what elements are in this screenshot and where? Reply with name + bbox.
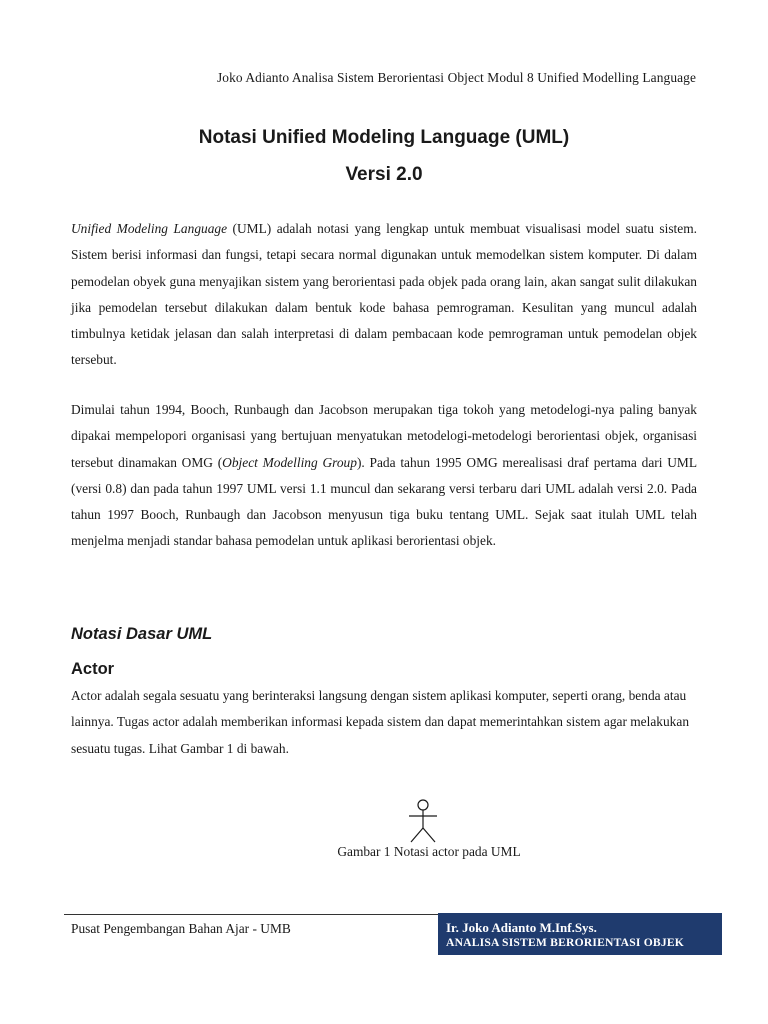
section-heading: Notasi Dasar UML [71,625,213,643]
uml-term: Unified Modeling Language [71,221,228,236]
history-text-part2: ). Pada tahun 1995 OMG merealisasi draf pertama dari UML (versi 0.8) dan pada tahun 1997 UML versi 1.1 muncul dan sekarang versi terbaru dari UML adalah versi 2.0. Pada tahun 1997 Booch, Runbaugh dan Jacobson menyusun tiga buku tentang UML. Sejak saat itulah UML telah menjelma menjadi standar bahasa pemodelan untuk aplikasi berorientasi objek. [71,454,698,549]
history-paragraph [71,397,697,555]
figure-caption: Gambar 1 Notasi actor pada UML [337,844,521,859]
footer-course-name: ANALISA SISTEM BERORIENTASI OBJEK [446,936,685,949]
subsection-heading-actor: Actor [71,660,115,678]
footer-author-box [438,913,722,955]
intro-paragraph-text: (UML) adalah notasi yang lengkap untuk membuat visualisasi model suatu sistem. Sistem berisi informasi dan fungsi, tetapi secara normal digunakan untuk memodelkan sistem komputer. Di dalam pemodelan obyek guna menyajikan sistem yang berorientasi pada objek pada orang lain, akan sangat sulit dilakukan jika pemodelan tersebut dilakukan dalam bentuk kode bahasa pemrograman. Kesulitan yang muncul adalah timbulnya ketidak jelasan dan salah interpretasi di dalam pembacaan kode pemrograman untuk pemodelan objek tersebut. [71,221,697,368]
history-text-part1: Dimulai tahun 1994, Booch, Runbaugh dan Jacobson merupakan tiga tokoh yang metodelogi-nya paling banyak dipakai mempelopori organisasi yang bertujuan menyatukan metodelogi-metodelogi berorientasi objek, organisasi tersebut dinamakan OMG ( [71,402,697,470]
document-title: Notasi Unified Modeling Language (UML) [198,127,570,148]
omg-term: Object Modelling Group [222,454,357,470]
footer-rule [64,914,438,915]
footer-left-text: Pusat Pengembangan Bahan Ajar - UMB [71,921,291,936]
actor-paragraph: Actor adalah segala sesuatu yang berinteraksi langsung dengan sistem aplikasi komputer, seperti orang, benda atau lainnya. Tugas actor adalah memberikan informasi kepada sistem dan dapat memerintahkan sistem agar melakukan sesuatu tugas. Lihat Gambar 1 di bawah. [71,688,690,756]
document-version: Versi 2.0 [345,164,423,185]
footer-author-name: Ir. Joko Adianto M.Inf.Sys. [446,920,597,935]
intro-paragraph [71,216,697,374]
running-header: Joko Adianto Analisa Sistem Berorientasi Object Modul 8 Unified Modelling Language [216,70,696,85]
uml-actor-icon [405,798,441,846]
